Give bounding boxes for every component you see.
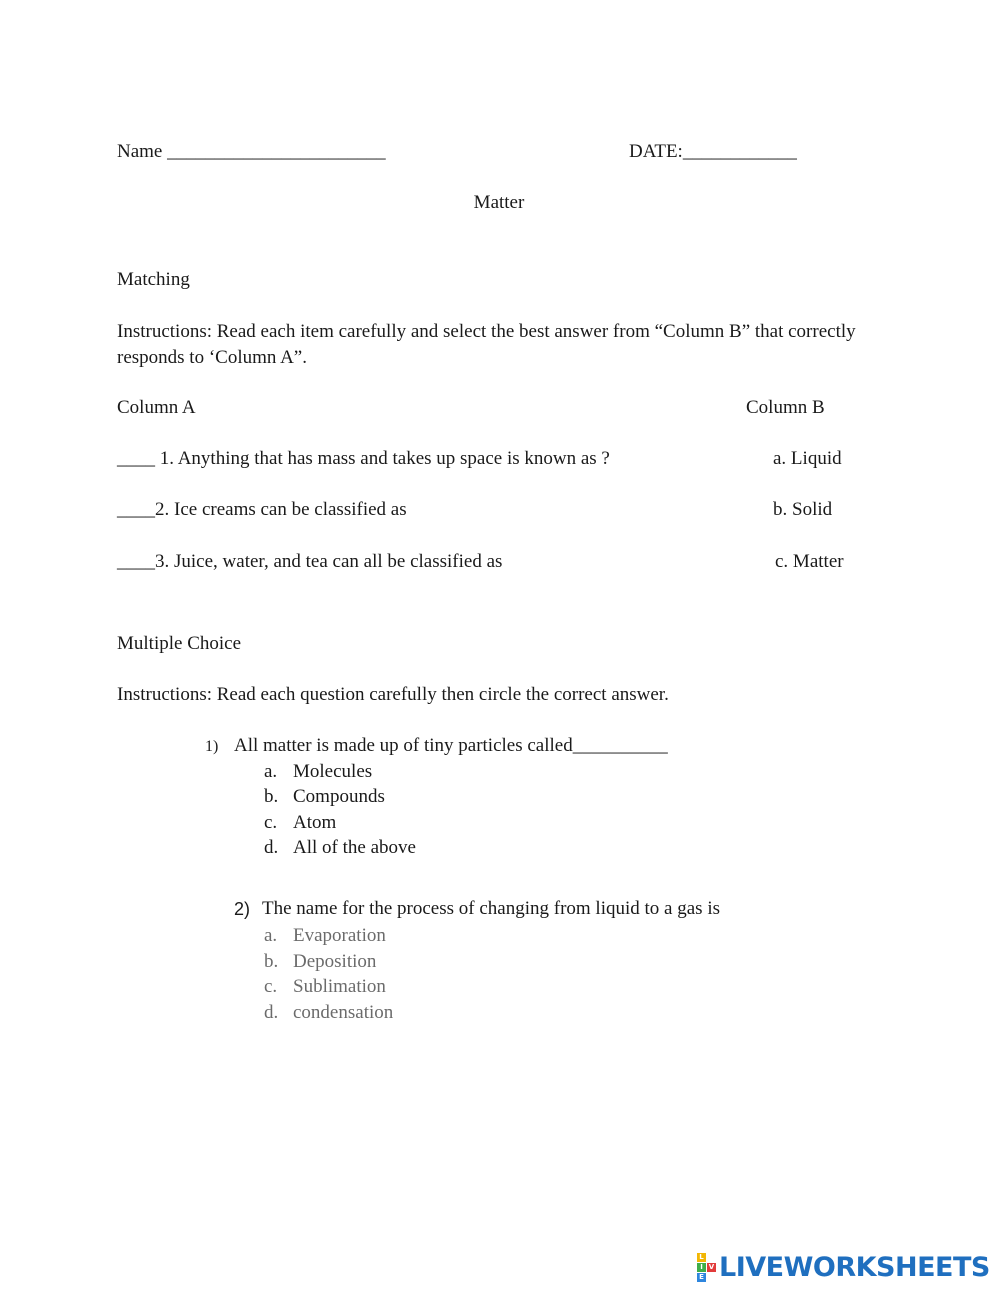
matching-item: ____3. Juice, water, and tea can all be classified as bbox=[117, 551, 503, 572]
matching-item: ____ 1. Anything that has mass and takes up space is known as ? bbox=[117, 448, 610, 469]
option-text: All of the above bbox=[293, 837, 416, 858]
matching-answer: b. Solid bbox=[773, 499, 833, 520]
page-title: Matter bbox=[473, 192, 525, 213]
question-number: 2) bbox=[234, 899, 251, 919]
option-letter: c. bbox=[264, 812, 278, 833]
option-letter: c. bbox=[264, 976, 278, 997]
option-text: Deposition bbox=[293, 951, 377, 972]
option-letter: b. bbox=[264, 786, 279, 807]
column-b-header: Column B bbox=[746, 397, 825, 418]
logo-blocks-icon bbox=[697, 1253, 716, 1282]
logo-block-spacer bbox=[707, 1253, 716, 1262]
option-text: Compounds bbox=[293, 786, 385, 807]
option-text: Molecules bbox=[293, 761, 373, 782]
logo-text: LIVEWORKSHEETS bbox=[719, 1252, 990, 1283]
liveworksheets-logo bbox=[697, 1253, 990, 1282]
matching-instructions: Instructions: Read each item carefully and select the best answer from “Column B” that correctly responds to ‘Column A”. bbox=[117, 321, 856, 368]
matching-item: ____2. Ice creams can be classified as bbox=[117, 499, 407, 520]
option-letter: a. bbox=[264, 925, 278, 946]
option-text: condensation bbox=[293, 1002, 394, 1023]
option-letter: b. bbox=[264, 951, 279, 972]
option-letter: a. bbox=[264, 761, 278, 782]
column-a-header: Column A bbox=[117, 397, 196, 418]
multiple-choice-instructions: Instructions: Read each question carefully then circle the correct answer. bbox=[117, 684, 669, 705]
option-letter: d. bbox=[264, 837, 279, 858]
logo-block: I bbox=[697, 1263, 706, 1272]
option-text: Atom bbox=[293, 812, 337, 833]
question-text: All matter is made up of tiny particles called__________ bbox=[234, 735, 668, 756]
option-letter: d. bbox=[264, 1002, 279, 1023]
name-field-label: Name _______________________ bbox=[117, 141, 386, 162]
question-text: The name for the process of changing from liquid to a gas is bbox=[262, 898, 720, 919]
logo-block: V bbox=[708, 1263, 715, 1271]
date-field-label: DATE:____________ bbox=[629, 141, 797, 162]
question-number: 1) bbox=[205, 738, 219, 755]
matching-answer: a. Liquid bbox=[773, 448, 842, 469]
logo-block: L bbox=[697, 1253, 706, 1262]
option-text: Evaporation bbox=[293, 925, 386, 946]
matching-answer: c. Matter bbox=[775, 551, 844, 572]
option-text: Sublimation bbox=[293, 976, 386, 997]
logo-block: E bbox=[697, 1273, 706, 1282]
matching-heading: Matching bbox=[117, 269, 190, 290]
multiple-choice-heading: Multiple Choice bbox=[117, 633, 242, 654]
